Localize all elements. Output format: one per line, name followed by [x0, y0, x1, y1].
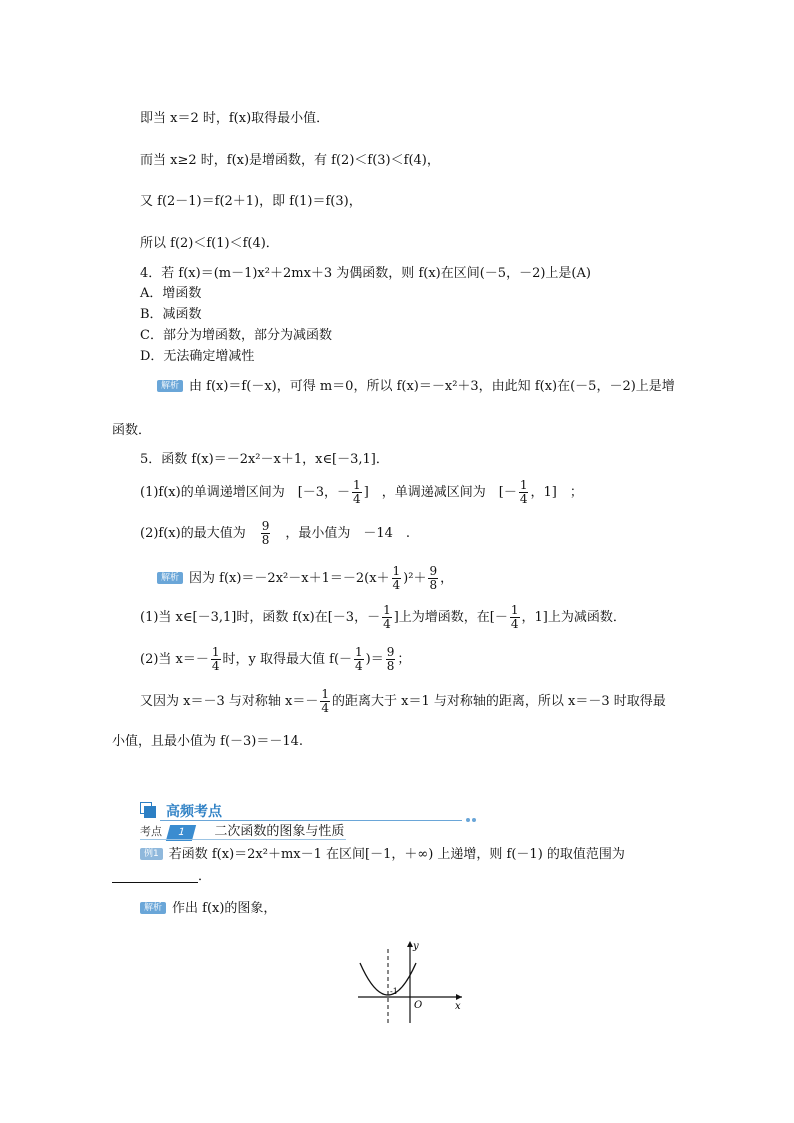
analysis-5-line3	[140, 643, 410, 677]
analysis-tag: 解析	[157, 572, 183, 584]
kp-underline	[140, 839, 346, 840]
example-1	[140, 846, 625, 864]
kp-number: 1	[166, 825, 197, 841]
example-analysis	[140, 900, 276, 918]
a5-2-text-b: ]上为增函数，在[－	[393, 610, 508, 625]
analysis-5-line2	[140, 601, 626, 635]
example-tag: 例1	[140, 848, 163, 860]
fraction-one-quarter: $\frac{1}{4}$	[355, 645, 363, 673]
q5-1-text-a: (1)f(x)的单调递增区间为 [－3，－	[140, 485, 351, 500]
y-label: y	[413, 941, 419, 952]
option-a: A．增函数	[140, 286, 202, 301]
fraction-one-quarter: $\frac{1}{4}$	[392, 564, 401, 592]
a5-2-text-a: (1)当 x∈[－3,1]时，函数 f(x)在[－3，－	[140, 610, 381, 625]
section-underline	[160, 820, 462, 821]
fraction-one-quarter: $\frac{1}{4}$	[519, 478, 528, 506]
kp-label: 考点	[140, 825, 162, 838]
origin-label: O	[414, 1000, 423, 1011]
section-dot	[472, 818, 476, 822]
a5-1-text-c: ，	[440, 571, 454, 586]
a5-3-text-a: (2)当 x＝－	[140, 652, 209, 667]
question-5-part1	[140, 476, 583, 510]
fraction-one-quarter: $\frac{1}{4}$	[383, 603, 391, 631]
point-label: -1	[390, 987, 398, 996]
analysis-4-line2: 函数．	[112, 423, 152, 438]
a5-3-text-d: ；	[397, 652, 411, 667]
fraction-nine-eighths: $\frac{9}{8}$	[429, 564, 438, 592]
a5-2-text-c: ，1]上为减函数．	[521, 610, 626, 625]
line-min-at-2: 即当 x＝2 时，f(x)取得最小值．	[140, 111, 330, 126]
a5-3-text-c: )＝	[365, 652, 384, 667]
a5-3-text-b: 时，y 取得最大值 f(－	[222, 652, 353, 667]
line-conclusion: 所以 f(2)＜f(1)＜f(4)．	[140, 236, 279, 251]
line-increasing: 而当 x≥2 时，f(x)是增函数，有 f(2)＜f(3)＜f(4)，	[140, 153, 440, 168]
parabola-graph	[350, 935, 470, 1025]
analysis-5-line1	[157, 562, 453, 596]
fraction-one-quarter: $\frac{1}{4}$	[510, 603, 519, 631]
section-title: 高频考点	[166, 804, 222, 820]
question-4: 4．若 f(x)＝(m－1)x²＋2mx＋3 为偶函数，则 f(x)在区间(－5，－2)上是(A)	[140, 266, 591, 281]
example-end: ．	[198, 869, 212, 884]
q5-1-text-c: ，1] ；	[530, 485, 583, 500]
kp-title: 二次函数的图象与性质	[214, 824, 345, 839]
line-symmetry: 又 f(2－1)＝f(2＋1)，即 f(1)＝f(3)，	[140, 194, 362, 209]
example-analysis-text: 作出 f(x)的图象，	[172, 901, 277, 916]
fraction-nine-eighths: $\frac{9}{8}$	[386, 645, 395, 673]
q5-2-text-b: ，最小值为 －14 .	[272, 526, 411, 541]
analysis-tag: 解析	[140, 902, 166, 914]
analysis-4-text: 由 f(x)＝f(－x)，可得 m＝0，所以 f(x)＝－x²＋3，由此知 f(x)在(－5，－2)上是增	[189, 379, 675, 394]
q5-1-text-b: ] ，单调递减区间为 [－	[363, 485, 517, 500]
q5-2-text-a: (2)f(x)的最大值为	[140, 526, 259, 541]
a5-4-text-b: 的距离大于 x＝1 与对称轴的距离，所以 x＝－3 时取得最	[331, 694, 666, 709]
a5-1-text-b: )²＋	[403, 571, 427, 586]
x-axis-arrow-icon	[456, 994, 462, 1000]
question-5: 5．函数 f(x)＝－2x²－x＋1，x∈[－3,1]．	[140, 452, 389, 467]
option-c: C．部分为增函数，部分为减函数	[140, 328, 332, 343]
fraction-one-quarter: $\frac{1}{4}$	[353, 478, 361, 506]
x-label: x	[455, 1001, 461, 1012]
analysis-5-line4	[140, 685, 666, 719]
analysis-5-line5: 小值，且最小值为 f(－3)＝－14.	[112, 734, 304, 749]
example-1-text: 若函数 f(x)＝2x²＋mx－1 在区间[－1，＋∞) 上递增，则 f(－1) 的取值范围为	[168, 847, 625, 862]
option-d: D．无法确定增减性	[140, 349, 255, 364]
section-header	[140, 802, 470, 822]
section-square-fill	[144, 806, 156, 818]
example-1-blank-line	[112, 868, 211, 886]
fraction-one-quarter: $\frac{1}{4}$	[211, 645, 220, 673]
a5-1-text-a: 因为 f(x)＝－2x²－x＋1＝－2(x＋	[189, 571, 390, 586]
fraction-one-quarter: $\frac{1}{4}$	[321, 687, 329, 715]
a5-4-text-a: 又因为 x＝－3 与对称轴 x＝－	[140, 694, 319, 709]
answer-blank[interactable]	[112, 868, 198, 883]
question-5-part2	[140, 517, 410, 551]
analysis-tag: 解析	[157, 380, 183, 392]
analysis-4-line1	[157, 378, 675, 396]
option-b: B．减函数	[140, 307, 202, 322]
section-dot	[466, 818, 470, 822]
fraction-nine-eighths: $\frac{9}{8}$	[261, 519, 270, 547]
